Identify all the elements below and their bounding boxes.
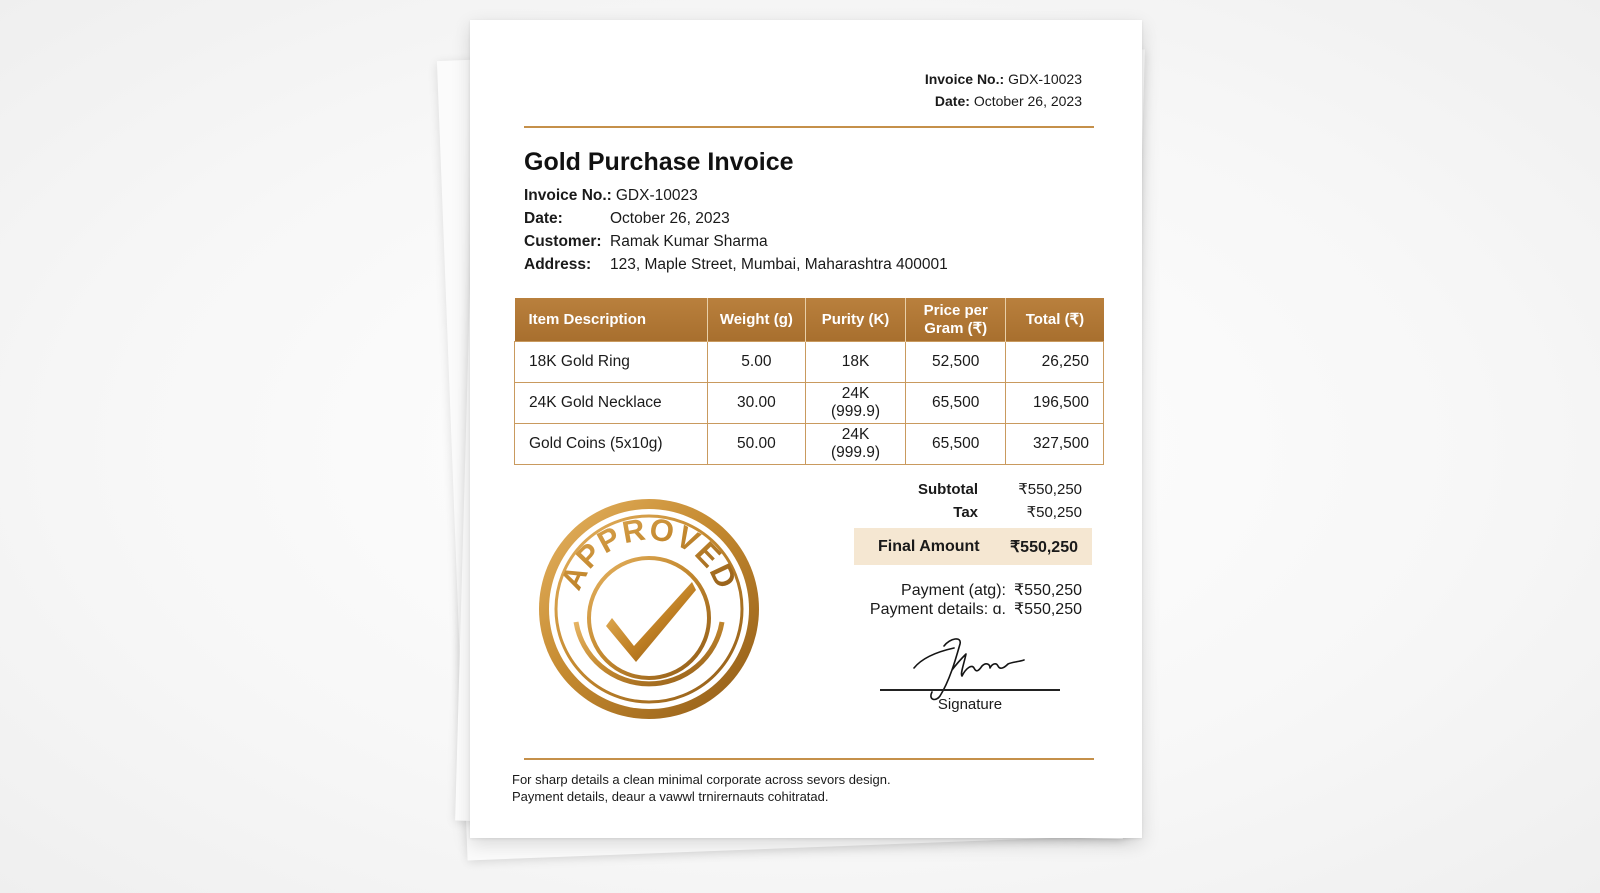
invoice-title: Gold Purchase Invoice bbox=[524, 148, 794, 176]
table-header-row bbox=[515, 298, 1104, 342]
top-invoice-no bbox=[925, 68, 1082, 90]
top-meta bbox=[925, 68, 1082, 112]
top-date bbox=[925, 90, 1082, 112]
signature-line bbox=[880, 689, 1060, 691]
cell-item-description: 18K Gold Ring bbox=[515, 342, 708, 383]
header-price-per-gram: Price per Gram (₹) bbox=[906, 298, 1006, 342]
cell-total: 196,500 bbox=[1006, 383, 1104, 424]
detail-address-value: 123, Maple Street, Mumbai, Maharashtra 400001 bbox=[610, 256, 948, 273]
stamp-text: APPROVED bbox=[553, 511, 745, 595]
cell-purity: 24K (999.9) bbox=[805, 424, 905, 465]
cell-price-per-gram: 65,500 bbox=[906, 424, 1006, 465]
detail-customer-label: Customer: bbox=[524, 233, 602, 250]
table-row bbox=[515, 424, 1104, 465]
detail-date-value: October 26, 2023 bbox=[610, 210, 730, 227]
cell-weight: 50.00 bbox=[707, 424, 805, 465]
cell-total: 26,250 bbox=[1006, 342, 1104, 383]
items-table bbox=[514, 298, 1104, 465]
footer-line-2: Payment details, deaur a vawwl trnirernauts cohitratad. bbox=[512, 788, 829, 804]
cell-price-per-gram: 52,500 bbox=[906, 342, 1006, 383]
header-item-description: Item Description bbox=[515, 298, 708, 342]
tax-row bbox=[918, 501, 1082, 524]
payment-atg-row bbox=[870, 581, 1082, 600]
invoice-document bbox=[470, 20, 1142, 838]
final-amount-label: Final Amount bbox=[878, 537, 980, 555]
tax-label: Tax bbox=[953, 504, 978, 521]
cell-purity: 18K bbox=[805, 342, 905, 383]
final-amount-value: ₹550,250 bbox=[1009, 538, 1078, 556]
invoice-details bbox=[524, 184, 948, 276]
detail-address bbox=[524, 253, 948, 276]
header-total: Total (₹) bbox=[1006, 298, 1104, 342]
table-row bbox=[515, 383, 1104, 424]
detail-invoice-no-value: GDX-10023 bbox=[615, 187, 698, 204]
cell-weight: 30.00 bbox=[707, 383, 805, 424]
detail-date bbox=[524, 207, 948, 230]
top-date-value: October 26, 2023 bbox=[973, 93, 1082, 109]
approved-stamp bbox=[534, 494, 764, 724]
payment-details-row bbox=[870, 600, 1082, 619]
detail-date-label: Date: bbox=[524, 210, 563, 227]
detail-customer bbox=[524, 230, 948, 253]
detail-invoice-no bbox=[524, 184, 948, 207]
cell-item-description: 24K Gold Necklace bbox=[515, 383, 708, 424]
header-purity: Purity (K) bbox=[805, 298, 905, 342]
cell-total: 327,500 bbox=[1006, 424, 1104, 465]
top-date-label: Date: bbox=[934, 93, 970, 109]
payment-details-value: ₹550,250 bbox=[1013, 601, 1082, 618]
subtotal-label: Subtotal bbox=[918, 481, 978, 498]
header-weight: Weight (g) bbox=[707, 298, 805, 342]
cell-weight: 5.00 bbox=[707, 342, 805, 383]
payment-details-label: Payment details: ɑ. bbox=[869, 601, 1006, 618]
tax-value: ₹50,250 bbox=[1026, 504, 1082, 521]
header-divider bbox=[524, 126, 1094, 128]
top-invoice-no-label: Invoice No.: bbox=[924, 71, 1005, 87]
footer-divider bbox=[524, 758, 1094, 760]
cell-item-description: Gold Coins (5x10g) bbox=[515, 424, 708, 465]
footer-notes bbox=[512, 772, 891, 805]
subtotal-row bbox=[918, 478, 1082, 501]
footer-line-1: For sharp details a clean minimal corporate across sevors design. bbox=[512, 772, 891, 787]
signature-label: Signature bbox=[937, 696, 1003, 713]
totals-section bbox=[918, 478, 1082, 524]
table-row bbox=[515, 342, 1104, 383]
cell-purity: 24K (999.9) bbox=[805, 383, 905, 424]
cell-price-per-gram: 65,500 bbox=[906, 383, 1006, 424]
final-amount-box bbox=[854, 528, 1092, 565]
payment-atg-label: Payment (atg): bbox=[901, 582, 1006, 599]
subtotal-value: ₹550,250 bbox=[1018, 481, 1082, 498]
signature-block bbox=[880, 634, 1060, 724]
payment-atg-value: ₹550,250 bbox=[1013, 582, 1082, 599]
payments-section bbox=[870, 581, 1082, 619]
detail-address-label: Address: bbox=[524, 256, 592, 273]
top-invoice-no-value: GDX-10023 bbox=[1008, 71, 1082, 87]
detail-customer-value: Ramak Kumar Sharma bbox=[610, 233, 768, 250]
detail-invoice-no-label: Invoice No.: bbox=[524, 187, 612, 204]
